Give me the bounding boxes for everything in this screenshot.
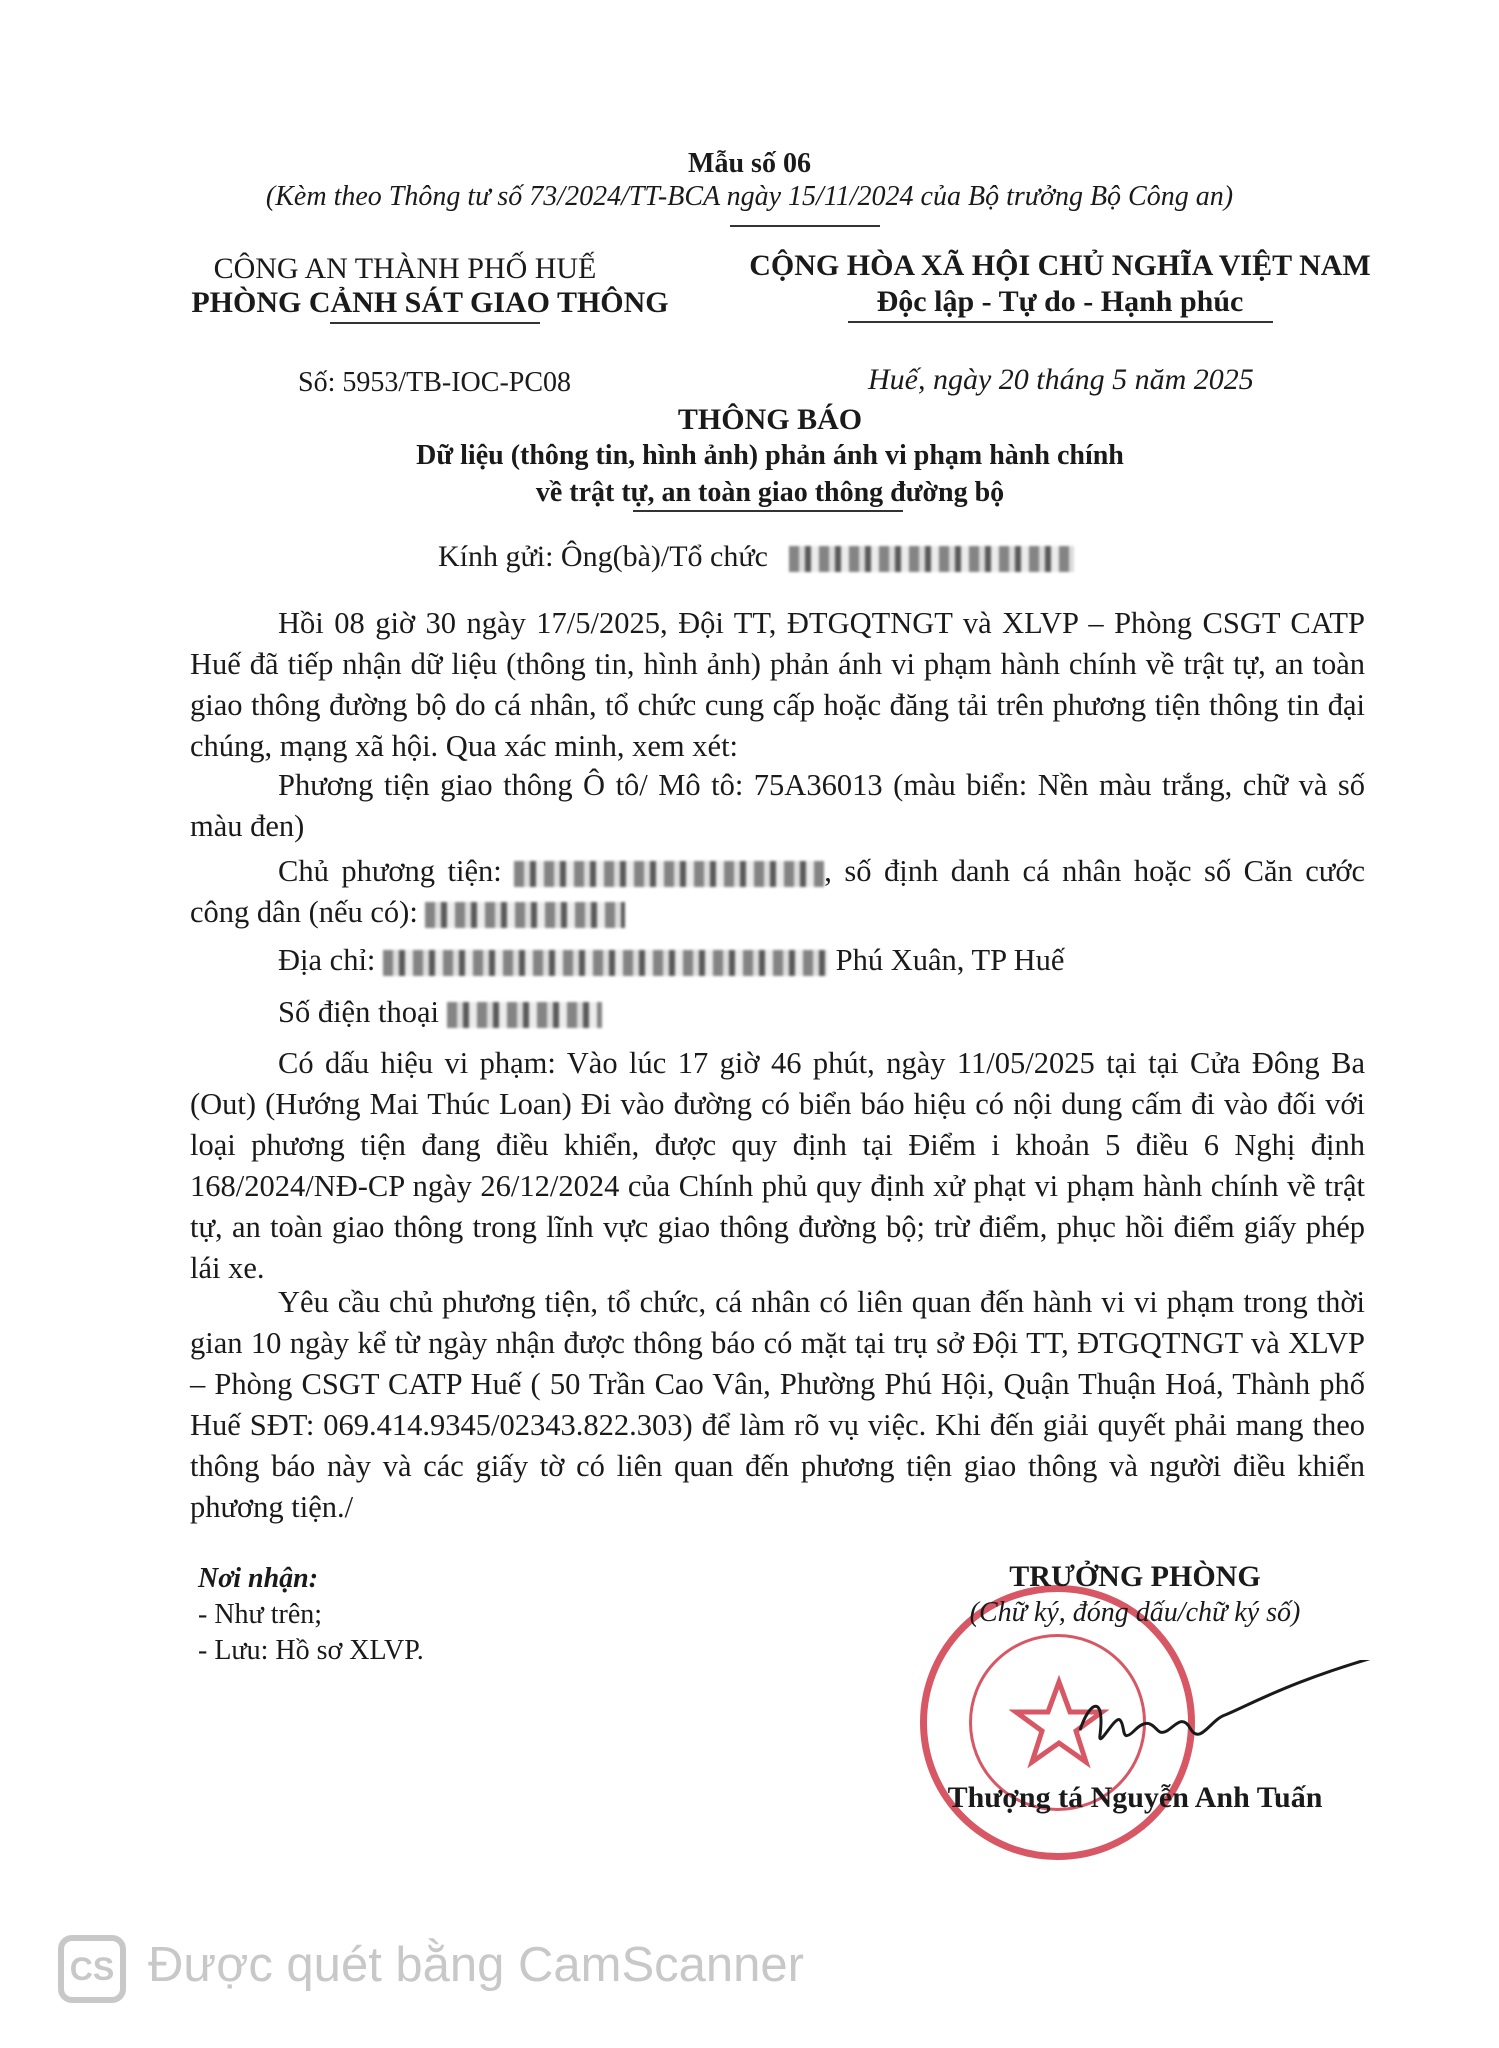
agency-name: CÔNG AN THÀNH PHỐ HUẾ: [213, 252, 597, 285]
document-title: THÔNG BÁO: [677, 403, 863, 436]
redacted-phone: [447, 1002, 602, 1028]
signer-position: TRƯỞNG PHÒNG: [1009, 1560, 1261, 1593]
camscanner-logo-icon: CS: [58, 1935, 126, 2003]
form-number: Mẫu số 06: [688, 148, 811, 179]
vehicle-paragraph: [190, 765, 1365, 847]
document-number: Số: 5953/TB-IOC-PC08: [298, 367, 572, 398]
divider: [848, 321, 1273, 323]
place-date: Huế, ngày 20 tháng 5 năm 2025: [868, 363, 1254, 396]
agency-department: PHÒNG CẢNH SÁT GIAO THÔNG: [191, 286, 669, 319]
redacted-recipient: [789, 546, 1074, 572]
redacted-id-number: [425, 902, 625, 928]
recipient-label: Kính gửi: Ông(bà)/Tổ chức: [438, 540, 768, 573]
camscanner-watermark: Được quét bằng CamScanner: [148, 1938, 804, 1992]
country-name: CỘNG HÒA XÃ HỘI CHỦ NGHĨA VIỆT NAM: [749, 249, 1371, 282]
signature-note: (Chữ ký, đóng dấu/chữ ký số): [969, 1597, 1301, 1628]
redacted-owner-name: [514, 861, 824, 887]
divider: [633, 510, 903, 512]
phone-paragraph: [190, 992, 1365, 1033]
owner-label: Chủ phương tiện:: [278, 854, 502, 888]
signer-name: Thượng tá Nguyễn Anh Tuấn: [947, 1781, 1323, 1814]
redacted-address: [383, 950, 828, 976]
form-reference: (Kèm theo Thông tư số 73/2024/TT-BCA ngày 15/11/2024 của Bộ trưởng Bộ Công an): [265, 181, 1234, 212]
address-suffix: Phú Xuân, TP Huế: [835, 943, 1065, 977]
intro-text: Hồi 08 giờ 30 ngày 17/5/2025, Đội TT, ĐTGQTNGT và XLVP – Phòng CSGT CATP Huế đã tiếp nhận dữ liệu (thông tin, hình ảnh) phản ánh vi phạm hành chính về trật tự, an toàn giao thông đường bộ do cá nhân, tổ chức cung cấp hoặc đăng tải trên phương tiện thông tin đại chúng, mạng xã hội. Qua xác minh, xem xét:: [190, 606, 1365, 763]
handwritten-signature: [1060, 1660, 1420, 1780]
divider: [330, 322, 540, 324]
recipients-item: - Như trên;: [198, 1599, 323, 1630]
request-paragraph: [190, 1282, 1365, 1528]
request-text: Yêu cầu chủ phương tiện, tổ chức, cá nhân có liên quan đến hành vi vi phạm trong thời gian 10 ngày kể từ ngày nhận được thông báo có mặt tại trụ sở Đội TT, ĐTGQTNGT và XLVP – Phòng CSGT CATP Huế ( 50 Trần Cao Vân, Phường Phú Hội, Quận Thuận Hoá, Thành phố Huế SĐT: 069.414.9345/02343.822.303) để làm rõ vụ việc. Khi đến giải quyết phải mang theo thông báo này và các giấy tờ có liên quan đến phương tiện giao thông và người điều khiển phương tiện./: [190, 1285, 1365, 1524]
owner-suffix: , số định danh cá nhân hoặc số Căn cước công dân (nếu có):: [190, 854, 1365, 929]
phone-label: Số điện thoại: [278, 995, 439, 1029]
intro-paragraph: [190, 603, 1365, 767]
address-label: Địa chỉ:: [278, 943, 376, 977]
owner-paragraph: [190, 851, 1365, 933]
vehicle-text: Phương tiện giao thông Ô tô/ Mô tô: 75A36013 (màu biển: Nền màu trắng, chữ và số màu đen): [190, 768, 1365, 843]
document-subtitle-2: về trật tự, an toàn giao thông đường bộ: [535, 477, 1005, 508]
divider: [730, 225, 880, 227]
violation-paragraph: [190, 1043, 1365, 1289]
recipients-item: - Lưu: Hồ sơ XLVP.: [198, 1635, 424, 1666]
document-subtitle-1: Dữ liệu (thông tin, hình ảnh) phản ánh vi phạm hành chính: [416, 440, 1124, 471]
address-paragraph: [190, 940, 1365, 981]
recipient-line: [438, 540, 1074, 574]
recipients-label: Nơi nhận:: [198, 1563, 319, 1594]
violation-text: Có dấu hiệu vi phạm: Vào lúc 17 giờ 46 phút, ngày 11/05/2025 tại tại Cửa Đông Ba (Out) (Hướng Mai Thúc Loan) Đi vào đường có biển báo hiệu có nội dung cấm đi vào đối với loại phương tiện đang điều khiển, được quy định tại Điểm i khoản 5 điều 6 Nghị định 168/2024/NĐ-CP ngày 26/12/2024 của Chính phủ quy định xử phạt vi phạm hành chính về trật tự, an toàn giao thông trong lĩnh vực giao thông đường bộ; trừ điểm, phục hồi điểm giấy phép lái xe.: [190, 1046, 1365, 1285]
country-motto: Độc lập - Tự do - Hạnh phúc: [876, 285, 1244, 318]
